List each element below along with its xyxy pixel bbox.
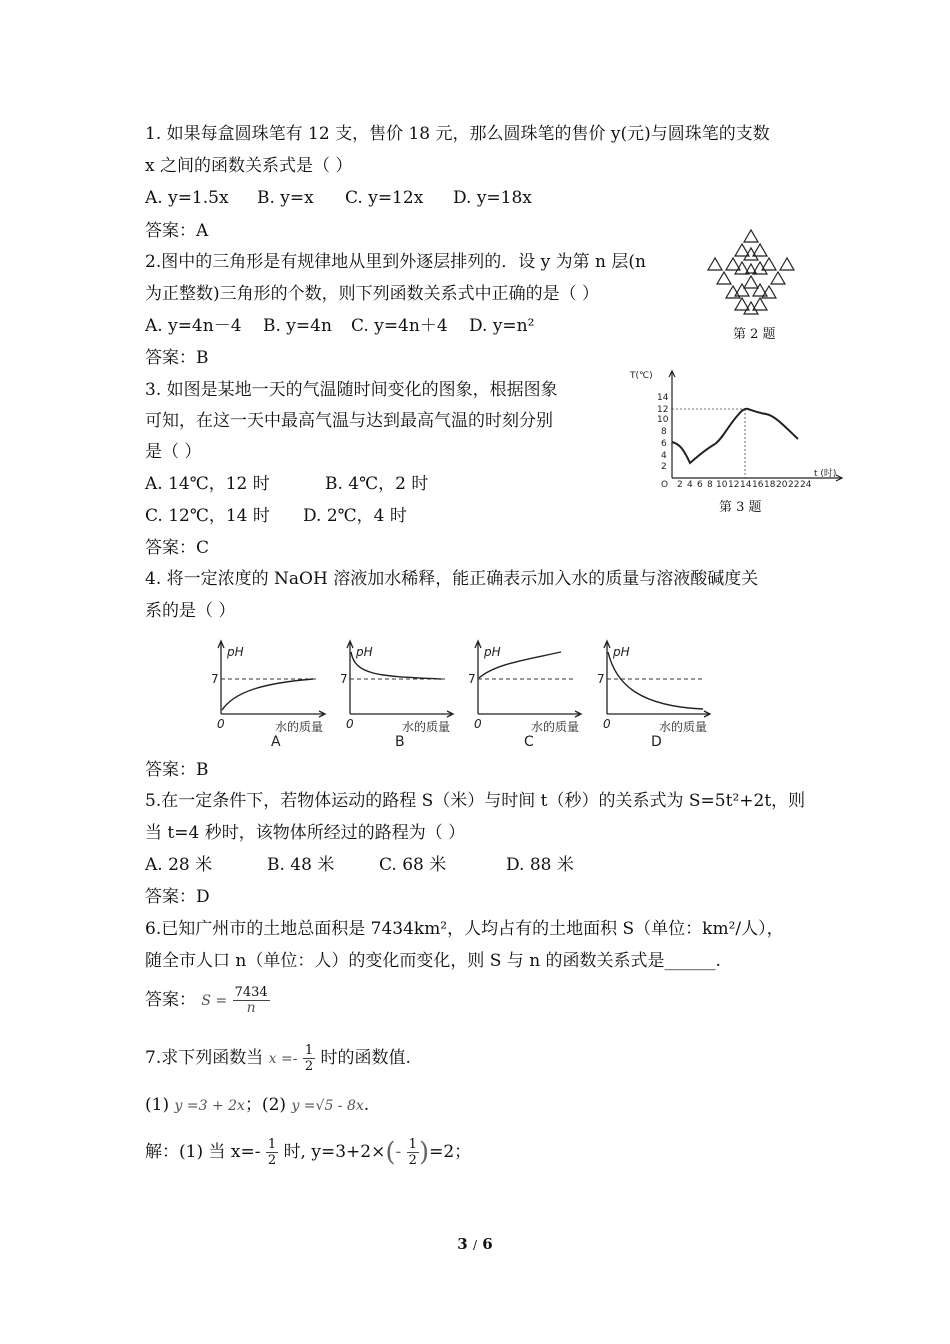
total-pages: 6 xyxy=(482,1235,493,1253)
answer-label: 答案： xyxy=(145,990,196,1010)
x-tick: 20 xyxy=(776,480,788,490)
q2-line2: 为正整数)三角形的个数，则下列函数关系式中正确的是（ ） xyxy=(145,284,600,304)
solution-fraction-2 xyxy=(407,1137,419,1168)
option-d: D. y=n² xyxy=(469,316,535,336)
q2-options xyxy=(145,315,534,337)
y-tick: 12 xyxy=(657,405,669,415)
graph-letter-a: A xyxy=(271,734,281,750)
option-b: B. 48 米 xyxy=(267,855,335,875)
q7-x: x =- xyxy=(268,1051,298,1067)
part2-separator: ；(2) xyxy=(244,1095,287,1115)
q1-line1: 1. 如果每盒圆珠笔有 12 支，售价 18 元，那么圆珠笔的售价 y(元)与圆珠笔的支数 xyxy=(145,124,770,144)
q3-line1: 3. 如图是某地一天的气温随时间变化的图象，根据图象 xyxy=(145,380,558,400)
option-d: D. 88 米 xyxy=(506,855,574,875)
seven-label: 7 xyxy=(597,672,605,686)
part2-end: . xyxy=(363,1095,370,1115)
option-c: C. y=12x xyxy=(345,188,424,208)
q2-answer: 答案：B xyxy=(145,348,209,368)
q2-line1: 2.图中的三角形是有规律地从里到外逐层排列的．设 y 为第 n 层(n xyxy=(145,252,646,272)
q7-text-b: 时的函数值. xyxy=(320,1048,411,1068)
triangle-pattern-figure xyxy=(704,228,798,316)
option-c: C. 68 米 xyxy=(379,855,447,875)
option-d: D. y=18x xyxy=(453,188,532,208)
part1-label: (1) xyxy=(145,1095,170,1115)
q4-answer: 答案：B xyxy=(145,760,209,780)
ph-graphs xyxy=(205,636,735,754)
x-tick: 12 xyxy=(728,480,740,490)
water-mass-label: 水的质量 xyxy=(531,720,580,734)
q1-answer: 答案：A xyxy=(145,221,209,241)
q3-line3: 是（ ） xyxy=(145,442,202,462)
q5-answer: 答案：D xyxy=(145,887,210,907)
solution-text-a: 解：(1) 当 x=- xyxy=(145,1142,261,1162)
graph-letter-b: B xyxy=(395,734,405,750)
y-tick: 10 xyxy=(657,415,669,425)
y-axis-label: T(℃) xyxy=(630,371,653,381)
solution-fraction-1 xyxy=(266,1137,278,1168)
origin-label: O xyxy=(661,480,669,490)
seven-label: 7 xyxy=(468,672,476,686)
q5-options xyxy=(145,854,574,876)
figure-2-caption: 第 2 题 xyxy=(733,327,776,342)
seven-label: 7 xyxy=(211,672,219,686)
zero-label: 0 xyxy=(346,717,354,731)
q5-line2: 当 t=4 秒时，该物体所经过的路程为（ ） xyxy=(145,823,466,843)
option-c: C. y=4n＋4 xyxy=(351,316,448,336)
ph-label: pH xyxy=(613,645,630,659)
option-a: A. 28 米 xyxy=(145,855,213,875)
x-tick: 8 xyxy=(707,480,713,490)
ph-label: pH xyxy=(356,645,373,659)
x-tick: 6 xyxy=(697,480,703,490)
y-tick: 8 xyxy=(661,427,667,437)
y-tick: 14 xyxy=(657,393,669,403)
y-tick: 2 xyxy=(661,462,667,472)
x-tick: 24 xyxy=(800,480,812,490)
option-a: A. y=1.5x xyxy=(145,188,229,208)
ph-label: pH xyxy=(227,645,244,659)
answer-fraction xyxy=(233,985,270,1016)
option-a: A. y=4n－4 xyxy=(145,316,242,336)
x-tick: 14 xyxy=(740,480,752,490)
part1-expression: y =3 + 2x xyxy=(174,1098,245,1114)
q7-parts xyxy=(145,1094,369,1117)
water-mass-label: 水的质量 xyxy=(659,720,708,734)
x-tick: 22 xyxy=(788,480,800,490)
paren-minus: - xyxy=(395,1142,402,1162)
fraction-numerator: 1 xyxy=(267,1137,277,1152)
fraction-numerator: 7434 xyxy=(234,985,268,1000)
q4-line1 xyxy=(145,568,758,590)
x-axis-label: t (时) xyxy=(814,469,837,479)
fraction-denominator: 2 xyxy=(408,1153,417,1168)
right-paren: ) xyxy=(418,1137,430,1168)
q5-line1: 5.在一定条件下，若物体运动的路程 S（米）与时间 t（秒）的关系式为 S=5t²+2t，则 xyxy=(145,791,806,811)
solution-text-b: 时, y=3+2× xyxy=(283,1142,386,1162)
q4-line1-text: 4. 将一定浓度的 NaOH 溶液加水稀释，能正确表示加入水的质量与溶液酸碱度关 xyxy=(145,569,759,589)
graph-letter-c: C xyxy=(524,734,534,750)
y-tick: 4 xyxy=(661,451,667,461)
answer-lhs: S = xyxy=(201,993,228,1009)
graph-letter-d: D xyxy=(651,734,662,750)
water-mass-label: 水的质量 xyxy=(402,720,451,734)
option-b: B. 4℃，2 时 xyxy=(325,474,429,494)
q7-line1 xyxy=(145,1040,411,1077)
q3-answer: 答案：C xyxy=(145,538,210,558)
x-tick: 16 xyxy=(752,480,764,490)
page-separator: / xyxy=(472,1238,478,1252)
q1-line2: x 之间的函数关系式是（ ） xyxy=(145,156,353,176)
fraction-denominator: 2 xyxy=(304,1059,314,1074)
fraction-numerator: 1 xyxy=(304,1043,314,1058)
x-tick: 2 xyxy=(677,480,683,490)
part2-expression: y =√5 - 8x xyxy=(291,1098,364,1114)
fraction-denominator: 2 xyxy=(267,1153,277,1168)
q3-options-row1 xyxy=(145,473,428,495)
x-tick: 4 xyxy=(687,480,693,490)
q6-answer xyxy=(145,983,270,1018)
option-a: A. 14℃，12 时 xyxy=(145,474,270,494)
page-number xyxy=(0,1235,950,1253)
left-paren: ( xyxy=(385,1137,396,1168)
zero-label: 0 xyxy=(217,717,225,731)
ph-label: pH xyxy=(484,645,501,659)
q7-solution xyxy=(145,1134,471,1171)
solution-text-c: =2； xyxy=(429,1142,472,1162)
x-tick: 18 xyxy=(764,480,776,490)
figure-3-caption: 第 3 题 xyxy=(719,500,762,515)
x-tick: 10 xyxy=(716,480,728,490)
option-b: B. y=4n xyxy=(263,316,332,336)
q4-line2: 系的是（ ） xyxy=(145,601,236,621)
zero-label: 0 xyxy=(603,717,611,731)
y-tick: 6 xyxy=(661,439,667,449)
q6-line2: 随全市人口 n（单位：人）的变化而变化，则 S 与 n 的函数关系式是______. xyxy=(145,951,721,971)
fraction-numerator: 1 xyxy=(408,1137,417,1152)
option-c: C. 12℃，14 时 xyxy=(145,506,270,526)
seven-label: 7 xyxy=(340,672,348,686)
fraction-denominator: n xyxy=(246,1000,256,1016)
q1-options xyxy=(145,187,532,209)
q7-text-a: 7.求下列函数当 xyxy=(145,1048,264,1068)
zero-label: 0 xyxy=(474,717,482,731)
q7-fraction xyxy=(303,1043,315,1074)
q6-line1: 6.已知广州市的土地总面积是 7434km²，人均占有的土地面积 S（单位：km²/人）， xyxy=(145,919,784,939)
q3-line2: 可知，在这一天中最高气温与达到最高气温的时刻分别 xyxy=(145,411,553,431)
option-b: B. y=x xyxy=(257,188,314,208)
water-mass-label: 水的质量 xyxy=(275,720,324,734)
option-d: D. 2℃，4 时 xyxy=(303,506,407,526)
current-page: 3 xyxy=(457,1235,468,1253)
q3-options-row2 xyxy=(145,505,407,527)
temperature-graph xyxy=(628,366,848,498)
